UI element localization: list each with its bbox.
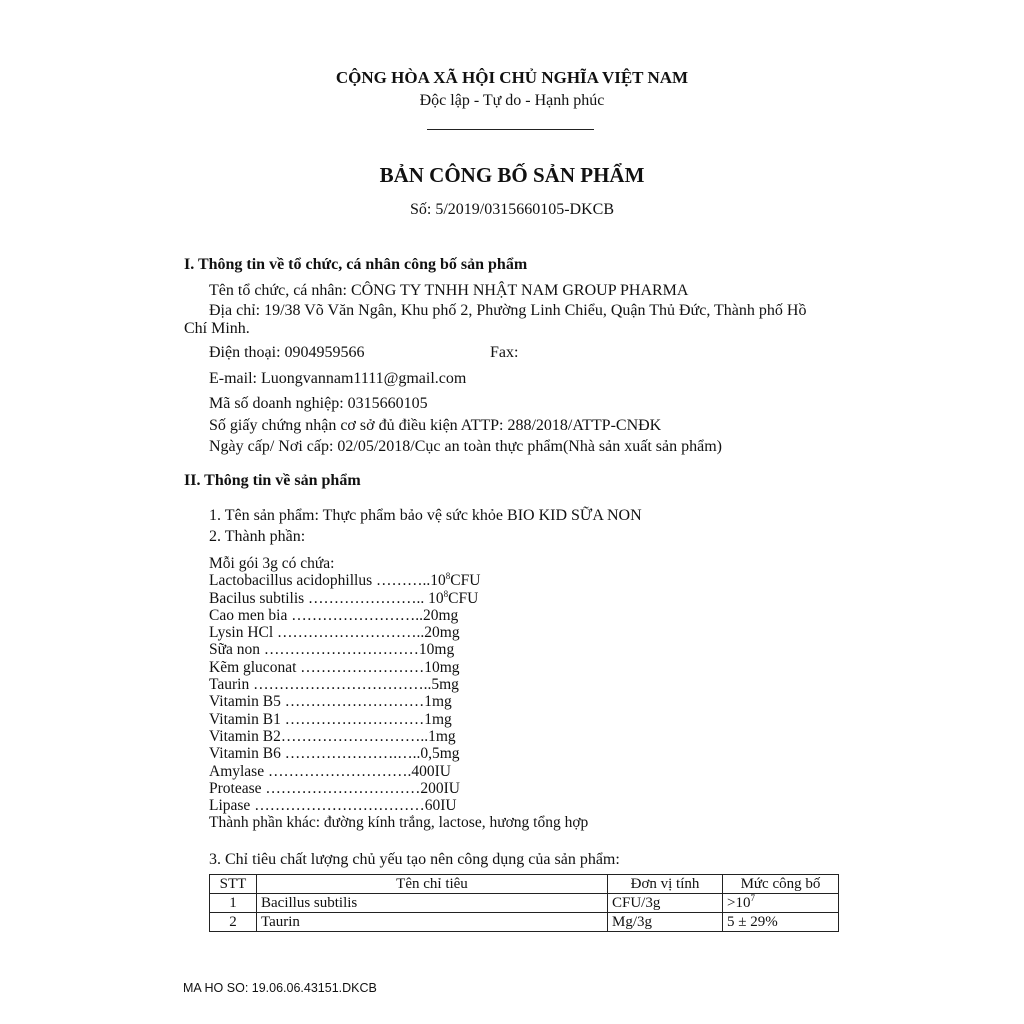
address-line-2: Chí Minh. (184, 320, 250, 337)
row-unit: CFU/3g (608, 894, 723, 913)
email: E-mail: Luongvannam1111@gmail.com (209, 370, 467, 387)
row-unit: Mg/3g (608, 913, 723, 932)
row-name: Taurin (257, 913, 608, 932)
composition-label: 2. Thành phần: (209, 528, 306, 545)
section-2-heading: II. Thông tin về sản phẩm (184, 472, 361, 489)
document-number: Số: 5/2019/0315660105-DKCB (409, 201, 614, 218)
table-row (210, 894, 839, 913)
phone: Điện thoại: 0904959566 (209, 344, 365, 361)
quality-label: 3. Chỉ tiêu chất lượng chủ yếu tạo nên công dụng của sản phẩm: (209, 851, 620, 868)
ingredient-line: Vitamin B2………………………..1mg (209, 727, 456, 745)
ingredient-line: Sữa non …………………………10mg (209, 641, 455, 659)
record-code: MA HO SO: 19.06.06.43151.DKCB (183, 981, 377, 995)
section-1-heading: I. Thông tin về tổ chức, cá nhân công bố sản phẩm (184, 256, 528, 273)
col-stt-header: STT (210, 875, 257, 894)
ingredient-line: Amylase ……………………….400IU (209, 762, 451, 780)
ingredient-line: Bacilus subtilis ………………….. $10^8CFU$ (209, 588, 479, 607)
certificate-number: Số giấy chứng nhận cơ sở đủ điều kiện ATTP: 288/2018/ATTP-CNĐK (209, 417, 662, 434)
ingredient-line: Protease …………………………200IU (209, 779, 460, 797)
ingredient-line: Cao men bia ……………………..20mg (209, 606, 459, 624)
other-ingredients: Thành phần khác: đường kính trắng, lactose, hương tổng hợp (209, 814, 589, 832)
table-header-row (210, 875, 839, 894)
row-stt: 2 (210, 913, 257, 932)
issue-info: Ngày cấp/ Nơi cấp: 02/05/2018/Cục an toàn thực phẩm(Nhà sản xuất sản phẩm) (209, 438, 722, 455)
tax-code: Mã số doanh nghiệp: 0315660105 (209, 395, 428, 412)
ingredient-line: Kẽm gluconat ……………………10mg (209, 658, 460, 676)
ingredient-list (209, 555, 588, 832)
ingredient-line: Lysin HCl ………………………..20mg (209, 624, 460, 642)
address-line-1: Địa chỉ: 19/38 Võ Văn Ngân, Khu phố 2, Phường Linh Chiểu, Quận Thủ Đức, Thành phố Hồ (209, 302, 807, 319)
ingredient-line: Vitamin B5 ………………………1mg (209, 693, 452, 711)
document-title: BẢN CÔNG BỐ SẢN PHẨM (379, 163, 645, 187)
ingredient-line: Vitamin B6 ………………….…..0,5mg (209, 745, 460, 763)
col-unit-header: Đơn vị tính (608, 875, 723, 894)
col-name-header: Tên chỉ tiêu (257, 875, 608, 894)
nation-heading: CỘNG HÒA XÃ HỘI CHỦ NGHĨA VIỆT NAM (335, 68, 689, 87)
organization-name: Tên tổ chức, cá nhân: CÔNG TY TNHH NHẬT NAM GROUP PHARMA (209, 282, 689, 299)
motto-divider (427, 129, 594, 130)
row-name: Bacillus subtilis (257, 894, 608, 913)
motto: Độc lập - Tự do - Hạnh phúc (419, 92, 605, 109)
row-stt: 1 (210, 894, 257, 913)
quality-table (209, 874, 839, 932)
row-value: 5 ± 29% (723, 913, 839, 932)
ingredient-line: Lactobacillus acidophillus ………..10$^8$CFU (209, 571, 481, 590)
col-value-header: Mức công bố (723, 875, 839, 894)
row-value: $>10^7$ (723, 894, 839, 913)
ingredient-line: Lipase ……………………………60IU (209, 797, 457, 815)
ingredient-line: Vitamin B1 ………………………1mg (209, 710, 452, 728)
per-pack-label: Mỗi gói 3g có chứa: (209, 555, 335, 572)
table-row (210, 913, 839, 932)
product-name: 1. Tên sản phẩm: Thực phẩm bảo vệ sức khỏe BIO KID SỮA NON (209, 507, 642, 524)
fax: Fax: (490, 344, 519, 361)
ingredient-line: Taurin ……………………………..5mg (209, 676, 459, 694)
